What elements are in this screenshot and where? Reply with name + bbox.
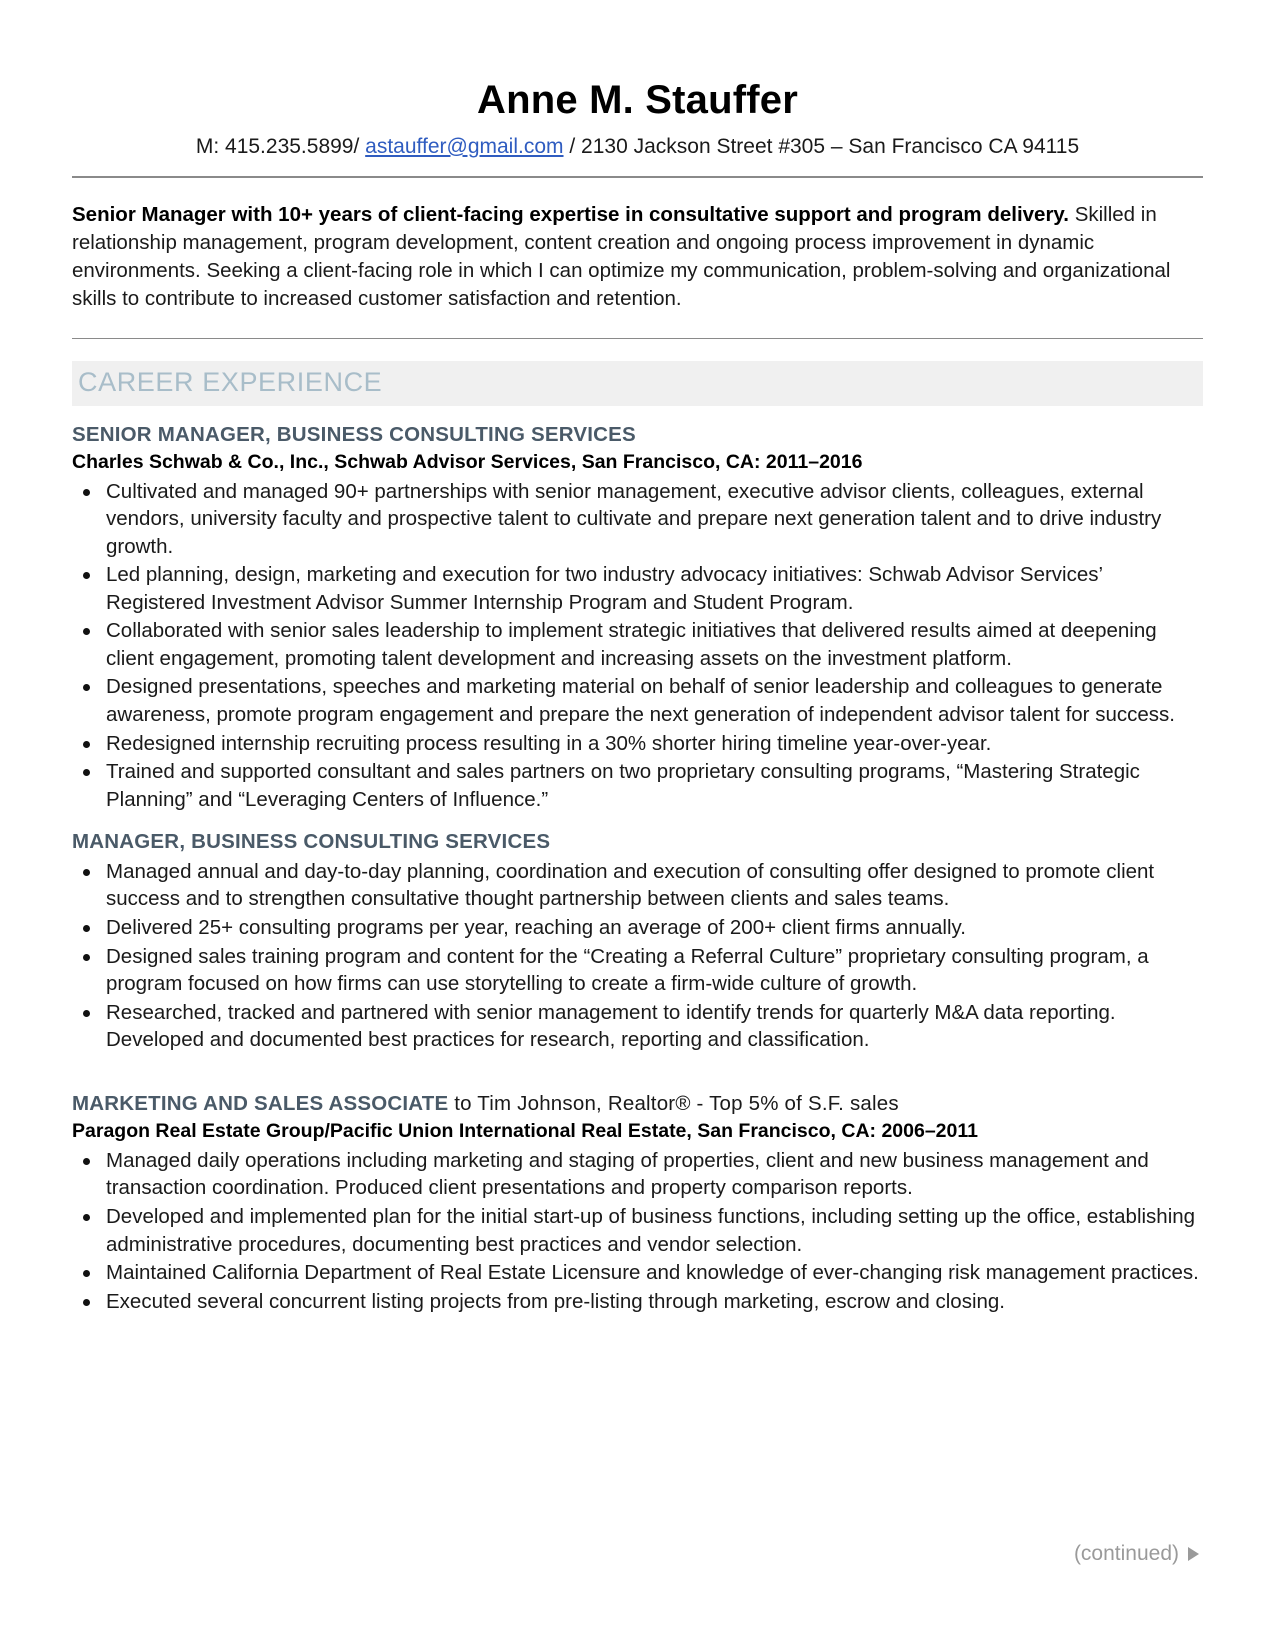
job-title-text: SENIOR MANAGER, BUSINESS CONSULTING SERVICES (72, 422, 636, 446)
list-item: Maintained California Department of Real Estate Licensure and knowledge of ever-changing risk management practices. (72, 1259, 1203, 1287)
summary-divider-top (72, 176, 1203, 178)
job-company: Charles Schwab & Co., Inc., Schwab Advisor Services, San Francisco, CA: 2011–2016 (72, 451, 863, 474)
section-spacer (72, 1055, 1203, 1075)
job-company: Paragon Real Estate Group/Pacific Union International Real Estate, San Francisco, CA: 2006–2011 (72, 1120, 978, 1143)
job-title-text: MARKETING AND SALES ASSOCIATE (72, 1091, 449, 1115)
page-title: Anne M. Stauffer (477, 78, 798, 122)
job-title (72, 1091, 1203, 1117)
job-title (72, 829, 1203, 855)
job-title (72, 422, 1203, 448)
list-item: Delivered 25+ consulting programs per year, reaching an average of 200+ client firms annually. (72, 914, 1203, 942)
job-entry (72, 1091, 1203, 1315)
section-band-career-experience (72, 361, 1203, 405)
phone-label: M: 415.235.5899/ (195, 134, 360, 158)
job-bullet-list (72, 858, 1203, 1054)
list-item: Redesigned internship recruiting process resulting in a 30% shorter hiring timeline year-over-year. (72, 730, 1203, 758)
job-entry (72, 829, 1203, 1054)
list-item: Researched, tracked and partnered with senior management to identify trends for quarterly M&A data reporting. Developed and documented best practices for research, reporting and classification. (72, 999, 1203, 1054)
job-entry (72, 422, 1203, 814)
summary-lead: Senior Manager with 10+ years of client-facing expertise in consultative support and program delivery. (72, 202, 1069, 226)
list-item: Led planning, design, marketing and execution for two industry advocacy initiatives: Schwab Advisor Services’ Registered Investment Advisor Summer Internship Program and Student Program. (72, 561, 1203, 616)
address-label: / 2130 Jackson Street #305 – San Francisco CA 94115 (569, 134, 1080, 158)
play-triangle-icon (1188, 1547, 1199, 1561)
summary-body: Skilled in relationship management, program development, content creation and ongoing process improvement in dynamic environments. Seeking a client-facing role in which I can optimize my communication, problem-solving and organizational skills to contribute to increased customer satisfaction and retention. (72, 202, 1171, 311)
list-item: Managed annual and day-to-day planning, coordination and execution of consulting offer designed to promote client success and to strengthen consultative thought partnership between clients and sales teams. (72, 858, 1203, 913)
list-item: Developed and implemented plan for the initial start-up of business functions, including setting up the office, establishing administrative procedures, documenting best practices and vendor selection. (72, 1203, 1203, 1258)
list-item: Managed daily operations including marketing and staging of properties, client and new business management and transaction coordination. Produced client presentations and property comparison reports. (72, 1147, 1203, 1202)
summary-divider-bottom (72, 338, 1203, 339)
list-item: Designed sales training program and content for the “Creating a Referral Culture” proprietary consulting program, a program focused on how firms can use storytelling to create a firm-wide culture of growth. (72, 943, 1203, 998)
continued-label: (continued) (1073, 1542, 1179, 1565)
list-item: Designed presentations, speeches and marketing material on behalf of senior leadership and colleagues to generate awareness, promote program engagement and prepare the next generation of independent advisor talent for success. (72, 673, 1203, 728)
list-item: Collaborated with senior sales leadership to implement strategic initiatives that delivered results aimed at deepening client engagement, promoting talent development and increasing assets on the investment platform. (72, 617, 1203, 672)
email-link[interactable]: astauffer@gmail.com (365, 134, 564, 158)
professional-summary (72, 199, 1203, 318)
list-item: Cultivated and managed 90+ partnerships with senior management, executive advisor clients, colleagues, external vendors, university faculty and prospective talent to cultivate and prepare next generation talent and to drive industry growth. (72, 478, 1203, 561)
job-bullet-list (72, 1147, 1203, 1315)
job-title-text: MANAGER, BUSINESS CONSULTING SERVICES (72, 830, 551, 854)
continued-footer (1074, 1542, 1199, 1566)
list-item: Trained and supported consultant and sales partners on two proprietary consulting programs, “Mastering Strategic Planning” and “Leveraging Centers of Influence.” (72, 758, 1203, 813)
list-item: Executed several concurrent listing projects from pre-listing through marketing, escrow and closing. (72, 1288, 1203, 1316)
job-title-suffix: to Tim Johnson, Realtor® - Top 5% of S.F. sales (448, 1091, 899, 1115)
contact-line (72, 133, 1203, 160)
job-bullet-list (72, 478, 1203, 814)
section-heading: CAREER EXPERIENCE (78, 367, 383, 398)
